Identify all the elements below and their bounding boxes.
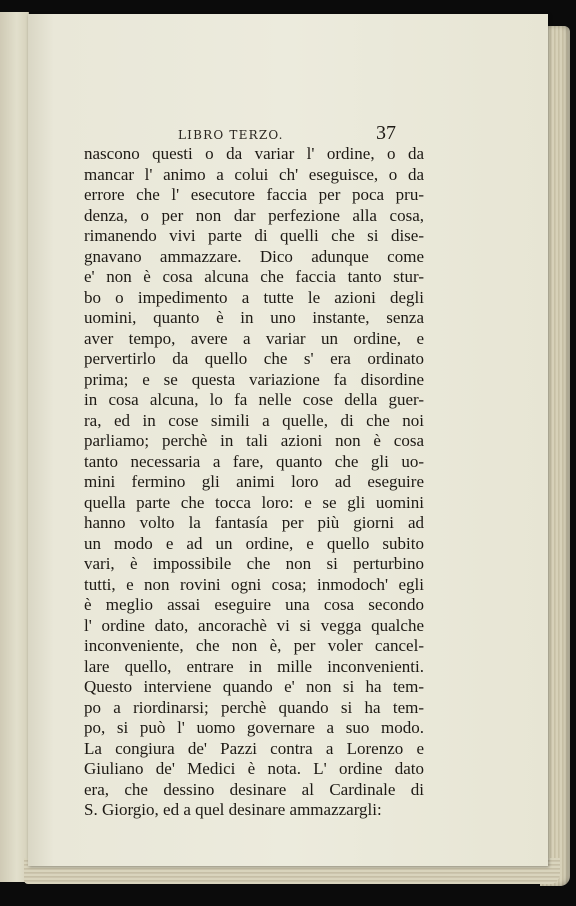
text-line: errore che l' esecutore faccia per poca pru- <box>84 185 424 204</box>
text-line: prima; e se questa variazione fa disordine <box>84 369 424 389</box>
text-line: aver tempo, avere a variar un ordine, e <box>84 328 424 348</box>
text-line: S. Giorgio, ed a quel desinare ammazzargli: <box>84 800 382 819</box>
book-page <box>28 14 548 866</box>
text-line: pervertirlo da quello che s' era ordinato <box>84 349 424 368</box>
text-line: nascono questi o da variar l' ordine, o da <box>84 144 424 163</box>
text-line: La congiura de' Pazzi contra a Lorenzo e <box>84 738 424 758</box>
text-line: è meglio assai eseguire una cosa secondo <box>84 595 424 614</box>
text-line: un modo e ad un ordine, e quello subito <box>84 533 424 553</box>
previous-page-edge <box>0 12 29 882</box>
text-line: Questo interviene quando e' non si ha tem- <box>84 677 424 696</box>
text-line: uomini, quanto è in uno instante, senza <box>84 308 424 327</box>
text-line: po a riordinarsi; perchè quando si ha tem- <box>84 697 424 717</box>
text-line: inconveniente, che non è, per voler cancel- <box>84 636 424 655</box>
text-line: in cosa alcuna, lo fa nelle cose della guer- <box>84 390 424 409</box>
text-line: denza, o per non dar perfezione alla cosa, <box>84 205 424 225</box>
text-line: lare quello, entrare in mille inconvenienti. <box>84 656 424 676</box>
text-line: mancar l' animo a colui ch' eseguisce, o da <box>84 164 424 184</box>
text-line: gnavano ammazzare. Dico adunque come <box>84 246 424 266</box>
text-line: rimanendo vivi parte di quelli che si dise- <box>84 226 424 245</box>
text-line: l' ordine dato, ancorachè vi si vegga qualche <box>84 615 424 635</box>
running-head: LIBRO TERZO. <box>178 128 284 142</box>
text-line: e' non è cosa alcuna che faccia tanto stur- <box>84 267 424 286</box>
text-line: tanto necessaria a fare, quanto che gli uo- <box>84 451 424 471</box>
text-line: hanno volto la fantasía per più giorni ad <box>84 513 424 532</box>
text-line: era, che dessino desinare al Cardinale di <box>84 779 424 799</box>
text-line: mini fermino gli animi loro ad eseguire <box>84 472 424 491</box>
body-text <box>84 144 424 821</box>
text-line: tutti, e non rovini ogni cosa; inmodoch' egli <box>84 574 424 594</box>
text-line: parliamo; perchè in tali azioni non è cosa <box>84 431 424 450</box>
text-line: vari, è impossibile che non si perturbino <box>84 554 424 573</box>
text-line: quella parte che tocca loro: e se gli uomini <box>84 492 424 512</box>
text-line: ra, ed in cose simili a quelle, di che noi <box>84 410 424 430</box>
text-line: po, si può l' uomo governare a suo modo. <box>84 718 424 737</box>
text-line: bo o impedimento a tutte le azioni degli <box>84 287 424 307</box>
page-number: 37 <box>376 122 396 144</box>
text-line: Giuliano de' Medici è nota. L' ordine dato <box>84 759 424 778</box>
